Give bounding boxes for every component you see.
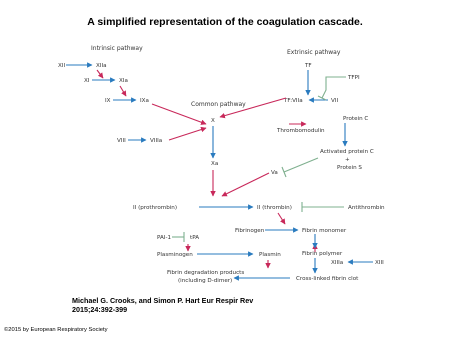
label-tpa: tPA bbox=[190, 235, 200, 241]
label-factor-xiii: XIII bbox=[375, 260, 384, 266]
extrinsic-pathway-header: Extrinsic pathway bbox=[287, 49, 341, 56]
label-factor-vii: VII bbox=[331, 98, 339, 104]
label-thrombomodulin: Thrombomodulin bbox=[277, 128, 325, 134]
citation-line-2: 2015;24:392-399 bbox=[72, 305, 128, 314]
figure-title: A simplified representation of the coagulation cascade. bbox=[87, 16, 363, 28]
arrow-va-activates-prothrombin bbox=[222, 173, 269, 196]
label-cross-linked-fibrin-clot: Cross-linked fibrin clot bbox=[296, 276, 359, 282]
copyright-notice: ©2015 by European Respiratory Society bbox=[4, 327, 108, 333]
arrow-xia-activates-ix bbox=[120, 86, 126, 96]
label-antithrombin: Antithrombin bbox=[348, 205, 385, 211]
label-pai-1: PAI-1 bbox=[157, 235, 172, 241]
label-plasmin: Plasmin bbox=[259, 252, 281, 258]
citation-line-1: Michael G. Crooks, and Simon P. Hart Eur Respir Rev bbox=[72, 296, 254, 305]
label-factor-xa: Xa bbox=[211, 161, 219, 167]
label-factor-viii: VIII bbox=[117, 138, 126, 144]
inhibitor-tfpi-bar bbox=[318, 96, 326, 100]
label-factor-va: Va bbox=[271, 170, 278, 176]
inhibitor-apc-line bbox=[284, 158, 318, 172]
label-factor-xiiia: XIIIa bbox=[331, 260, 344, 266]
label-protein-c: Protein C bbox=[343, 116, 369, 122]
label-factor-ix: IX bbox=[105, 98, 111, 104]
label-tf-viia: TF:VIIa bbox=[284, 98, 303, 104]
label-factor-ixa: IXa bbox=[140, 98, 149, 104]
label-factor-xii: XII bbox=[58, 63, 66, 69]
label-fibrinogen: Fibrinogen bbox=[235, 228, 265, 234]
label-plasminogen: Plasminogen bbox=[157, 252, 193, 258]
intrinsic-pathway-header: Intrinsic pathway bbox=[91, 45, 143, 52]
label-fibrin-monomer: Fibrin monomer bbox=[302, 228, 347, 234]
label-plus: + bbox=[345, 157, 350, 163]
label-fibrin-polymer: Fibrin polymer bbox=[302, 251, 343, 257]
label-factor-xi: XI bbox=[84, 78, 90, 84]
label-including-d-dimer: (including D-dimer) bbox=[178, 278, 233, 284]
label-thrombin: II (thrombin) bbox=[257, 205, 292, 211]
label-prothrombin: II (prothrombin) bbox=[133, 205, 178, 211]
conversion-arrows bbox=[66, 65, 373, 278]
label-factor-xiia: XIIa bbox=[96, 63, 107, 69]
arrow-xiia-activates-xi bbox=[97, 70, 103, 78]
label-factor-viiia: VIIIa bbox=[150, 138, 163, 144]
label-tissue-factor: TF bbox=[305, 63, 312, 69]
label-activated-protein-c: Activated protein C bbox=[320, 149, 374, 155]
label-factor-xia: XIa bbox=[119, 78, 128, 84]
label-protein-s: Protein S bbox=[337, 165, 362, 171]
label-factor-x: X bbox=[211, 118, 215, 124]
common-pathway-header: Common pathway bbox=[191, 101, 246, 108]
arrow-viiia-activates-x bbox=[169, 128, 206, 140]
label-tfpi: TFPI bbox=[348, 75, 360, 81]
arrow-thrombin-fibrinogen bbox=[278, 213, 285, 224]
inhibitor-tfpi-line bbox=[322, 77, 346, 98]
label-fibrin-degradation-products: Fibrin degradation products bbox=[167, 270, 245, 276]
citation bbox=[72, 296, 253, 314]
